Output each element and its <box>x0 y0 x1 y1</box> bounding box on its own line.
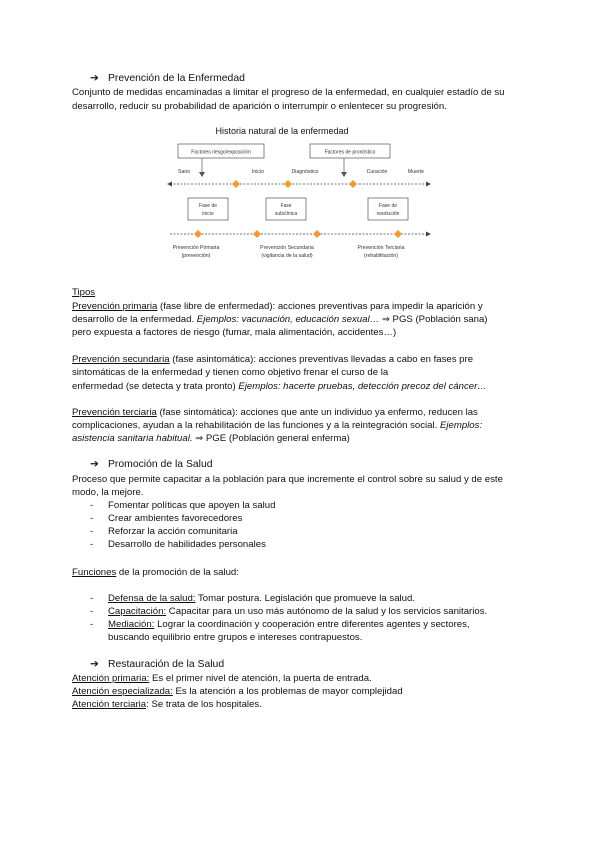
phase-1-line-2: inicio <box>202 211 214 217</box>
natural-history-diagram <box>160 122 440 272</box>
function-item: - Capacitación: Capacitar para un uso más autónomo de la salud y los servicios sanitarios. <box>90 606 488 617</box>
prev-primaria-label: Prevención Primaria <box>172 245 220 251</box>
terciaria-line-1: Prevención terciaria (fase sintomática): acciones que ante un individuo ya enfermo, reducen las <box>72 407 478 418</box>
phase-2-line-2: subclínica <box>274 211 298 217</box>
box-risk-text: Factores riesgo/exposición <box>191 149 251 156</box>
diamond-marker <box>394 230 402 238</box>
list-item: - Desarrollo de habilidades personales <box>90 539 266 550</box>
arrow-icon: ➔ <box>90 659 99 670</box>
arrow-icon: ➔ <box>90 459 99 470</box>
phase-3-line-2: resolución <box>376 211 400 217</box>
paragraph-line: modo, la mejore. <box>72 487 144 498</box>
diamond-marker <box>284 180 292 188</box>
phase-2-line-1: Fase <box>280 203 292 209</box>
primaria-line-2: desarrollo de la enfermedad. Ejemplos: vacunación, educación sexual… ⇒ PGS (Población sana) <box>72 314 488 325</box>
terciaria-line-3: asistencia sanitaria habitual. ⇒ PGE (Población general enferma) <box>72 433 350 444</box>
list-item: - Fomentar políticas que apoyen la salud <box>90 500 276 511</box>
arrow-icon: ➔ <box>90 73 99 84</box>
diagram-title: Historia natural de la enfermedad <box>215 126 349 136</box>
paragraph-line: Proceso que permite capacitar a la población para que incremente el control sobre su salud y de este <box>72 474 503 485</box>
diamond-marker <box>349 180 357 188</box>
prev-secundaria-sub: (vigilancia de la salud) <box>261 253 313 259</box>
list-item: - Crear ambientes favorecedores <box>90 513 243 524</box>
label-sano: Sano <box>178 169 191 175</box>
arrow-left-icon <box>167 182 172 187</box>
function-item-continuation: buscando equilibrio entre grupos e intereses contrapuestos. <box>108 632 363 643</box>
primaria-line-3: pero expuesta a factores de riesgo (fumar, mala alimentación, accidentes…) <box>72 327 397 338</box>
label-muerte: Muerte <box>407 169 425 175</box>
atencion-especializada: Atención especializada: Es la atención a los problemas de mayor complejidad <box>72 686 403 697</box>
paragraph-line: Conjunto de medidas encaminadas a limitar el progreso de la enfermedad, en cualquier estadío de su <box>72 87 505 98</box>
label-curacion: Curación <box>366 169 388 175</box>
diamond-marker <box>313 230 321 238</box>
atencion-terciaria: Atención terciaria: Se trata de los hospitales. <box>72 699 262 710</box>
terciaria-line-2: complicaciones, ayudan a la rehabilitación de las funciones y a la reintegración social. Ejemplos: <box>72 420 483 431</box>
label-diagnostico: Diagnóstico <box>291 169 319 175</box>
phase-1-line-1: Fase de <box>198 203 218 209</box>
box-prognosis-text: Factores de pronóstico <box>324 149 376 156</box>
diamond-marker <box>253 230 261 238</box>
secundaria-line-2: sintomáticas de la enfermedad y tienen como objetivo frenar el curso de la <box>72 367 389 378</box>
arrow-down-icon <box>199 172 205 177</box>
list-item: - Reforzar la acción comunitaria <box>90 526 238 537</box>
primaria-line-1: Prevención primaria (fase libre de enfermedad): acciones preventivas para impedir la aparición y <box>72 301 483 312</box>
funciones-heading: Funciones de la promoción de la salud: <box>72 567 239 578</box>
secundaria-line-1: Prevención secundaria (fase asintomática): acciones preventivas llevadas a cabo en fases pre <box>72 354 474 365</box>
heading-prevencion: ➔ Prevención de la Enfermedad <box>90 73 245 84</box>
heading-restauracion: ➔ Restauración de la Salud <box>90 659 225 670</box>
arrow-right-icon <box>426 182 431 187</box>
prev-terciaria-sub: (rehabilitación) <box>363 253 399 259</box>
diamond-marker <box>194 230 202 238</box>
diamond-marker <box>232 180 240 188</box>
label-inicio: Inicio <box>251 169 265 175</box>
prev-secundaria-label: Prevención Secundaria <box>260 245 314 251</box>
heading-promocion: ➔ Promoción de la Salud <box>90 459 213 470</box>
paragraph-line: desarrollo, reducir su probabilidad de aparición o interrumpir o enlentecer su progresión. <box>72 101 447 112</box>
phase-3-line-1: Fase de <box>378 203 398 209</box>
arrow-right-icon <box>426 232 431 237</box>
function-item: - Defensa de la salud: Tomar postura. Legislación que promueve la salud. <box>90 593 416 604</box>
arrow-down-icon <box>341 172 347 177</box>
function-item: - Mediación: Lograr la coordinación y cooperación entre diferentes agentes y sectores, <box>90 619 470 630</box>
secundaria-line-3: enfermedad (se detecta y trata pronto) Ejemplos: hacerte pruebas, detección precoz del cáncer… <box>72 381 487 392</box>
prev-primaria-sub: (prevención) <box>181 253 211 259</box>
prev-terciaria-label: Prevención Terciaria <box>357 245 405 251</box>
tipos-heading: Tipos <box>72 287 96 298</box>
atencion-primaria: Atención primaria: Es el primer nivel de atención, la puerta de entrada. <box>72 673 372 684</box>
